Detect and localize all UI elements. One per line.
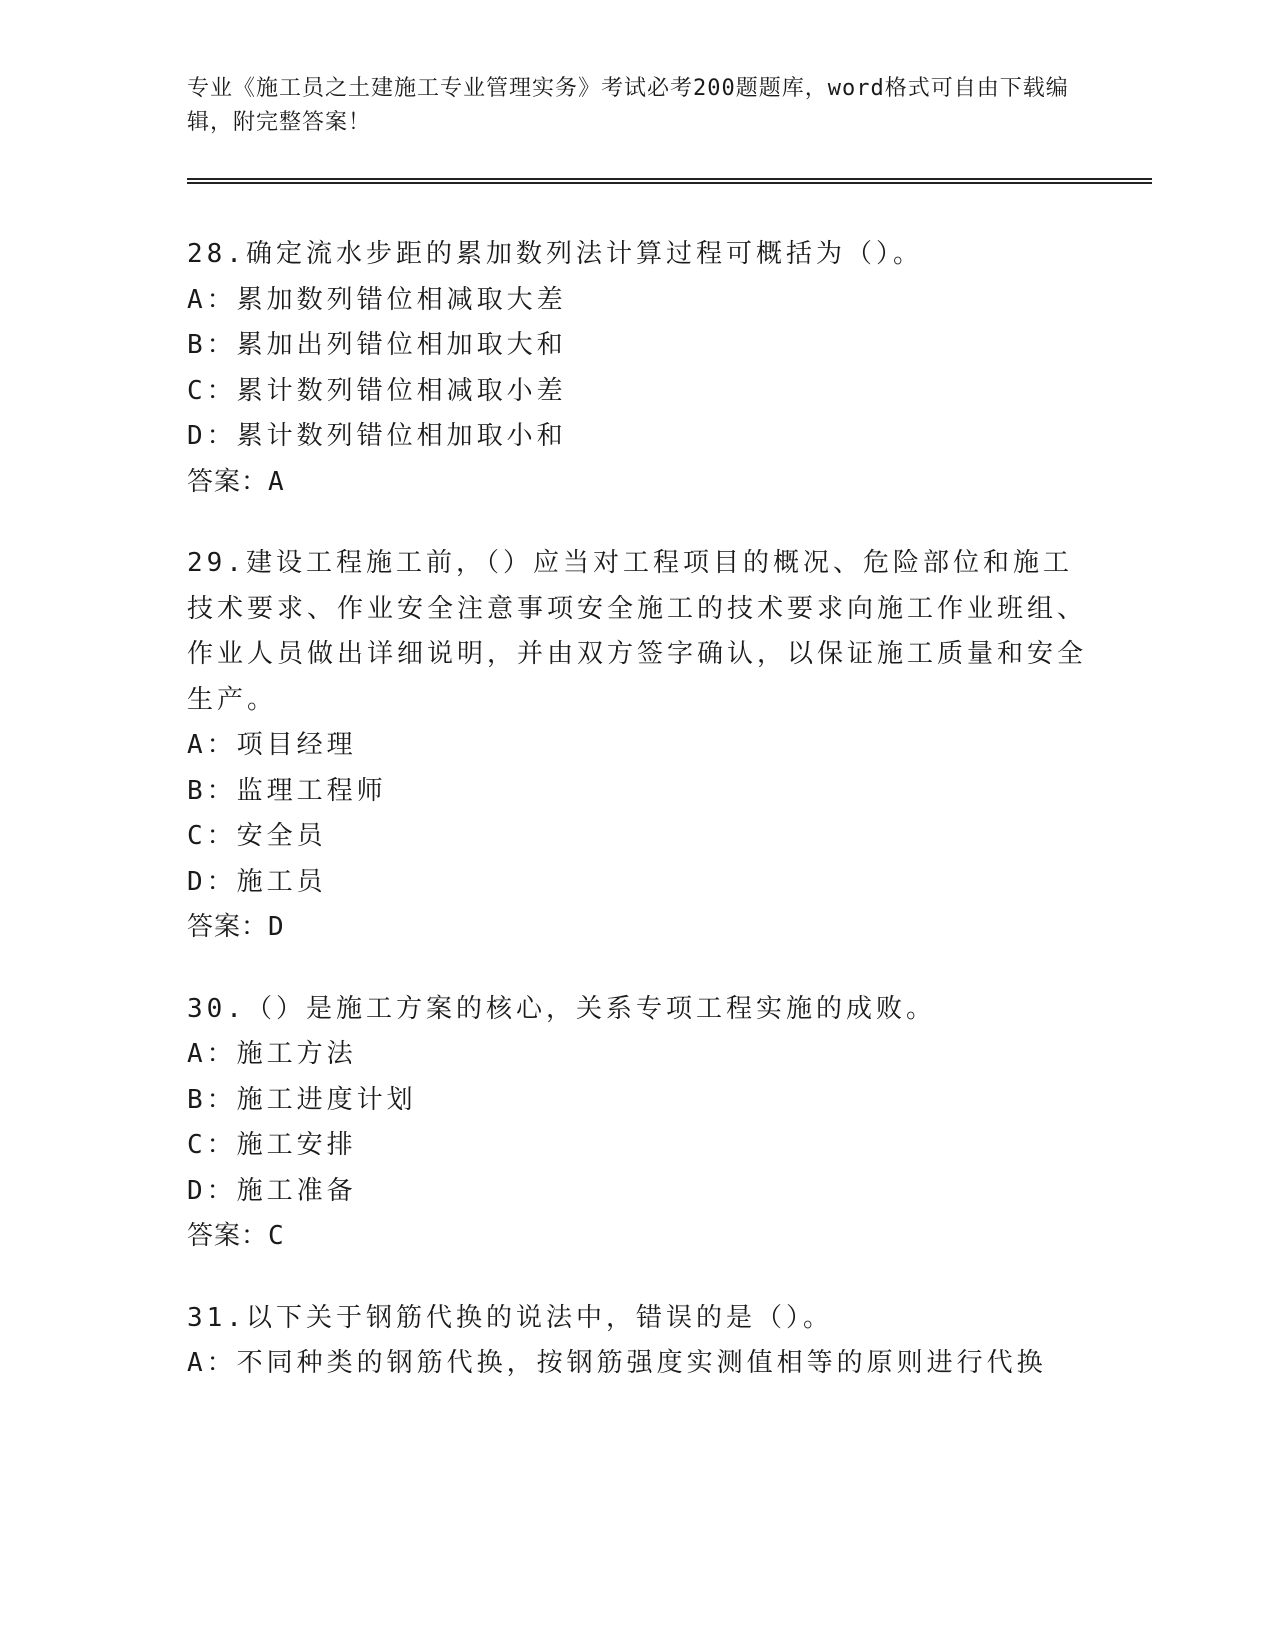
option-c: C：安全员 — [187, 821, 327, 851]
option-a: A：施工方法 — [187, 1039, 357, 1069]
option-c: C：施工安排 — [187, 1130, 357, 1160]
option-d: D：施工员 — [187, 866, 327, 897]
option-b: B：施工进度计划 — [187, 1084, 417, 1115]
question-stem: 31.以下关于钢筋代换的说法中，错误的是（）。 — [187, 1302, 833, 1333]
question-list — [187, 232, 1087, 1423]
option-a: A：不同种类的钢筋代换，按钢筋强度实测值相等的原则进行代换 — [187, 1348, 1047, 1378]
answer-line: 答案：C — [187, 1221, 285, 1251]
option-b: B：累加出列错位相加取大和 — [187, 330, 567, 360]
option-c: C：累计数列错位相减取小差 — [187, 375, 567, 406]
answer-line: 答案：A — [187, 466, 285, 497]
question-stem: 28.确定流水步距的累加数列法计算过程可概括为（）。 — [187, 239, 923, 269]
option-a: A：累加数列错位相减取大差 — [187, 284, 567, 315]
question-31 — [187, 1296, 1087, 1387]
header-double-rule — [187, 178, 1152, 184]
option-d: D：施工准备 — [187, 1175, 357, 1206]
question-stem: 30.（）是施工方案的核心，关系专项工程实施的成败。 — [187, 993, 936, 1024]
option-b: B：监理工程师 — [187, 775, 387, 806]
document-header: 专业《施工员之土建施工专业管理实务》考试必考200题题库，word格式可自由下载编辑，附完整答案！ — [187, 76, 1069, 135]
question-stem: 29.建设工程施工前，（）应当对工程项目的概况、危险部位和施工技术要求、作业安全注意事项安全施工的技术要求向施工作业班组、作业人员做出详细说明，并由双方签字确认，以保证施工质量和安全生产。 — [187, 548, 1088, 715]
question-30 — [187, 987, 1087, 1260]
answer-line: 答案：D — [187, 912, 285, 942]
question-29 — [187, 541, 1087, 951]
question-28 — [187, 232, 1087, 505]
option-d: D：累计数列错位相加取小和 — [187, 421, 567, 451]
option-a: A：项目经理 — [187, 730, 357, 760]
